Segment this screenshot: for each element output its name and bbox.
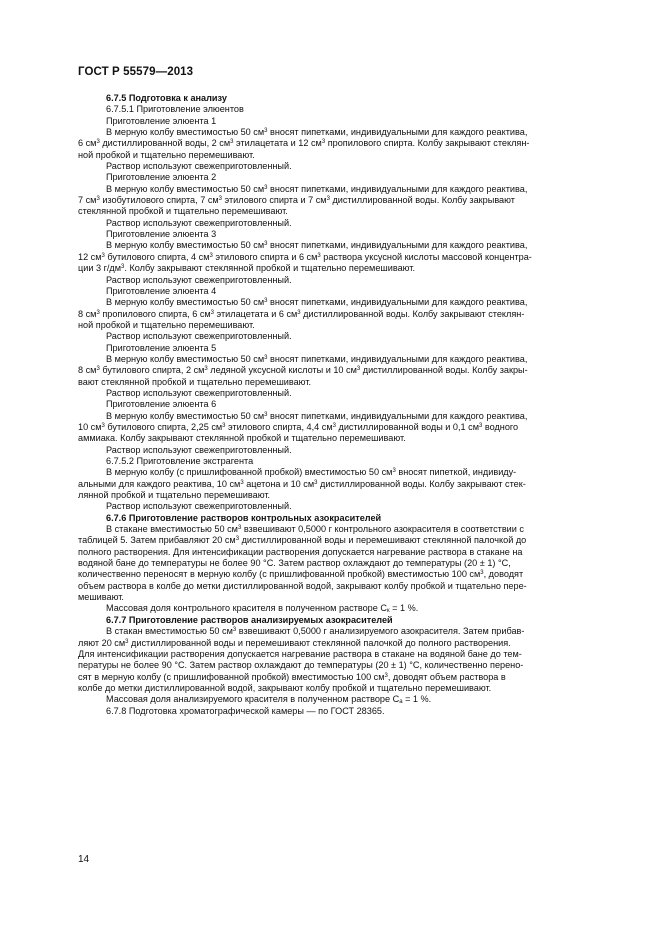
section-6-7-6-heading: 6.7.6 Приготовление растворов контрольных азокрасителей	[106, 512, 382, 523]
document-body	[78, 93, 608, 717]
section-6-7-6-paragraph: В стакане вместимостью 50 $см^3$ взвешивают 0,5000 г контрольного азокрасителя в соответствии с таблицей 5. Затем прибавляют 20 $см^3$ дистиллированной воды и перемешивают стеклянной палочкой до полного растворения. Для интенсификации растворения допускается нагревание раствора в стакане на водяной бане до температуры не более 90 °С. Затем раствор охлаждают до температуры (20 ± 1) °С, количественно переносят в мерную колбу (с пришлифованной пробкой) вместимостью 100 $см^3$, доводят объем раствора в колбе до метки дистиллированной водой, закрывают колбу пробкой и тщательно пере- мешивают.	[78, 524, 527, 603]
extractant-paragraph: В мерную колбу (с пришлифованной пробкой) вместимостью 50 $см^3$ вносят пипеткой, индивиду- альными для каждого реактива, 10 $см^3$ ацетона и 10 $см^3$ дистиллированной воды. Колбу закрывают стек- лянной пробкой и тщательно перемешивают.	[78, 467, 526, 501]
subsection-6-7-5-1: 6.7.5.1 Приготовление элюентов	[106, 104, 244, 115]
eluent-5-title: Приготовление элюента 5	[106, 342, 217, 353]
fresh-note: Раствор используют свежеприготовленный.	[106, 274, 292, 285]
section-6-7-8: 6.7.8 Подготовка хроматографической камеры — по ГОСТ 28365.	[106, 705, 385, 716]
fresh-note: Раствор используют свежеприготовленный.	[106, 387, 292, 398]
page-number: 14	[78, 854, 90, 865]
fresh-note: Раствор используют свежеприготовленный.	[106, 331, 292, 342]
eluent-1-paragraph: В мерную колбу вместимостью 50 $см^3$ вносят пипетками, индивидуальными для каждого реактива, 6 $см^3$ дистиллированной воды, 2 $см^3$ этилацетата и 12 $см^3$ пропилового спирта. Колбу закрывают стеклян- ной пробкой и тщательно перемешивают.	[78, 127, 530, 160]
document-header: ГОСТ Р 55579—2013	[78, 66, 194, 78]
subsection-6-7-5-2: 6.7.5.2 Приготовление экстрагента	[106, 456, 254, 466]
section-6-7-7-paragraph: В стакан вместимостью 50 $см^3$ взвешивают 0,5000 г анализируемого азокрасителя. Затем прибав- ляют 20 $см^3$ дистиллированной воды и перемешивают стеклянной палочкой до полного растворения. Для интенсификации растворения допускается нагревание раствора в стакане на водяной бане до тем- пературы не более 90 °С. Затем раствор охлаждают до температуры (20 ± 1) °С, количественно перено- сят в мерную колбу (с пришлифованной пробкой) вместимостью 100 $см^3$, доводят объем раствора в колбе до метки дистиллированной водой, закрывают колбу пробкой и тщательно перемешивают.	[78, 626, 525, 693]
section-6-7-5-heading: 6.7.5 Подготовка к анализу	[106, 93, 227, 103]
analyzed-dye-fraction: Массовая доля анализируемого красителя в полученном растворе $С_а = 1$ %.	[106, 694, 432, 706]
fresh-note: Раствор используют свежеприготовленный.	[106, 444, 292, 455]
fresh-note: Раствор используют свежеприготовленный.	[106, 217, 292, 228]
eluent-4-title: Приготовление элюента 4	[106, 285, 217, 296]
eluent-6-paragraph: В мерную колбу вместимостью 50 $см^3$ вносят пипетками, индивидуальными для каждого реактива, 10 $см^3$ бутилового спирта, 2,25 $см^3$ этилового спирта, 4,4 $см^3$ дистиллированной воды и 0,1 $см^3$ водного аммиака. Колбу закрывают стеклянной пробкой и тщательно перемешивают.	[78, 410, 528, 444]
fresh-note: Раствор используют свежеприготовленный.	[106, 501, 292, 512]
section-6-7-7-heading: 6.7.7 Приготовление растворов анализируемых азокрасителей	[106, 614, 393, 625]
eluent-3-title: Приготовление элюента 3	[106, 229, 217, 240]
fresh-note: Раствор используют свежеприготовленный.	[106, 161, 292, 172]
control-dye-fraction: Массовая доля контрольного красителя в полученном растворе $С_к = 1$ %.	[106, 603, 419, 615]
eluent-5-paragraph: В мерную колбу вместимостью 50 $см^3$ вносят пипетками, индивидуальными для каждого реактива, 8 $см^3$ бутилового спирта, 2 $см^3$ ледяной уксусной кислоты и 10 $см^3$ дистиллированной воды. Колбу закры- вают стеклянной пробкой и тщательно перемешивают.	[78, 353, 528, 387]
eluent-2-title: Приготовление элюента 2	[106, 172, 217, 183]
eluent-1-title: Приготовление элюента 1	[106, 115, 217, 126]
eluent-3-paragraph: В мерную колбу вместимостью 50 $см^3$ вносят пипетками, индивидуальными для каждого реактива, 12 $см^3$ бутилового спирта, 4 $см^3$ этилового спирта и 6 $см^3$ раствора уксусной кислоты массовой концентра- ции 3 $г/дм^3$. Колбу закрывают стеклянной пробкой и тщательно перемешивают.	[78, 240, 532, 274]
eluent-4-paragraph: В мерную колбу вместимостью 50 $см^3$ вносят пипетками, индивидуальными для каждого реактива, 8 $см^3$ пропилового спирта, 6 $см^3$ этилацетата и 6 $см^3$ дистиллированной воды. Колбу закрывают стеклян- ной пробкой и тщательно перемешивают.	[78, 297, 528, 330]
eluent-2-paragraph: В мерную колбу вместимостью 50 $см^3$ вносят пипетками, индивидуальными для каждого реактива, 7 $см^3$ изобутилового спирта, 7 $см^3$ этилового спирта и 7 $см^3$ дистиллированной воды. Колбу закрывают стеклянной пробкой и тщательно перемешивают.	[78, 183, 528, 217]
eluent-6-title: Приготовление элюента 6	[106, 399, 217, 410]
